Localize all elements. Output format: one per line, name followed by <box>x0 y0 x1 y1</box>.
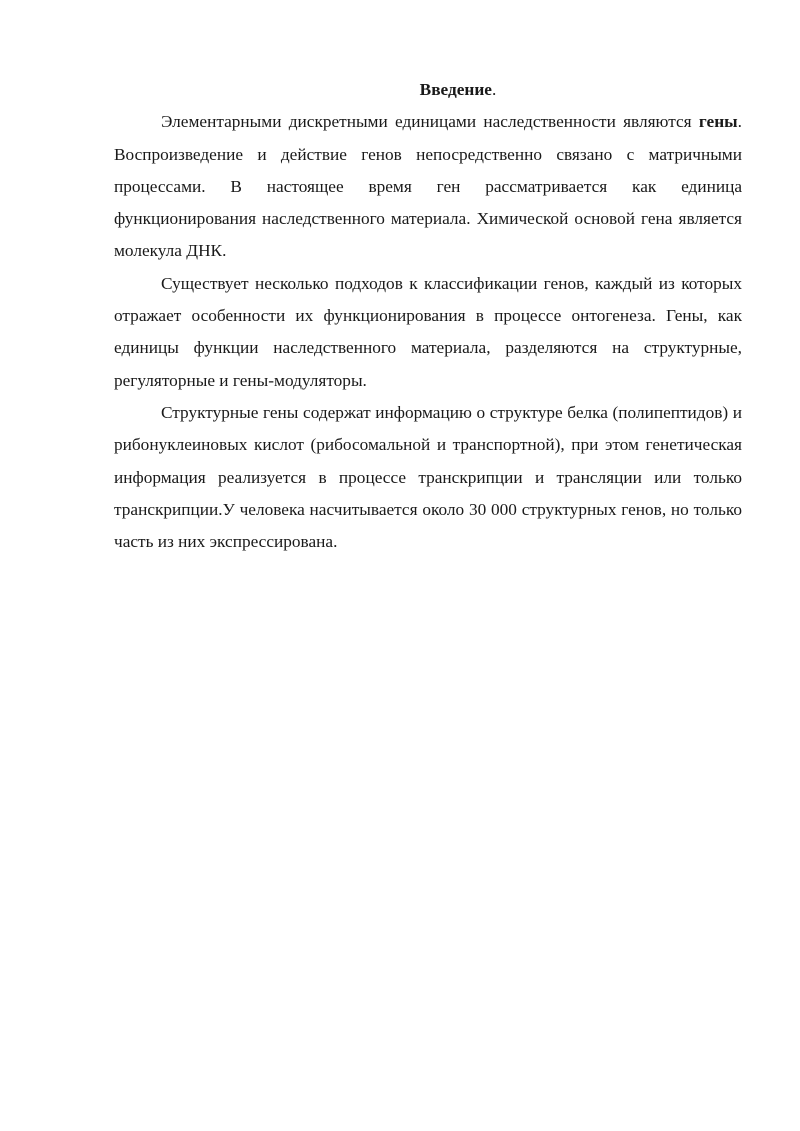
heading-title: Введение <box>419 80 492 99</box>
paragraph-1-text-end: . Воспроизведение и действие генов непосредственно связано с матричными процессами. В настоящее время ген рассматривается как единица функционирования наследственного материала. Химической основой гена является молекула ДНК. <box>114 112 742 261</box>
paragraph-1 <box>114 106 742 267</box>
heading-suffix: . <box>491 80 497 99</box>
paragraph-1-text-start: Элементарными дискретными единицами наследственности являются <box>161 112 699 132</box>
document-body <box>114 74 742 558</box>
paragraph-3: Структурные гены содержат информацию о структуре белка (полипептидов) и рибонуклеиновых кислот (рибосомальной и транспортной), при этом генетическая информация реализуется в процессе транскрипции и трансляции или только транскрипции.У человека насчитывается около 30 000 структурных генов, но только часть из них экспрессирована. <box>114 402 742 552</box>
paragraph-2: Существует несколько подходов к классификации генов, каждый из которых отражает особенности их функционирования в процессе онтогенеза. Гены, как единицы функции наследственного материала, разделяются на структурные, регуляторные и гены-модуляторы. <box>114 273 742 390</box>
paragraph-1-bold-term: гены <box>698 112 738 132</box>
section-heading <box>114 74 742 106</box>
